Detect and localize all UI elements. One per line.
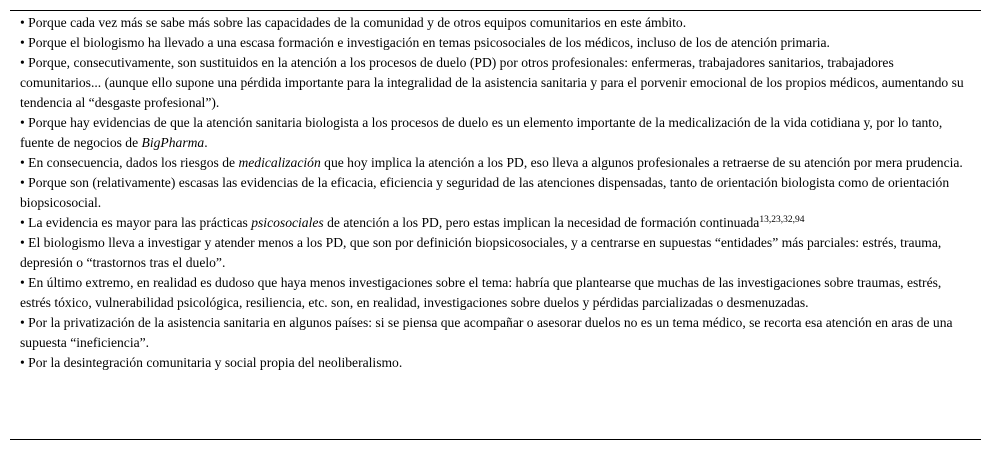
item-text: que hoy implica la atención a los PD, eso lleva a algunos profesionales a retraerse de su atención por mera prudencia.	[320, 155, 963, 170]
list-item: • Por la desintegración comunitaria y social propia del neoliberalismo.	[20, 355, 403, 370]
list-item: • Porque son (relativamente) escasas las evidencias de la eficacia, eficiencia y seguridad de las atenciones dispensadas, tanto de orientación biologista como de orientación biopsicosocial.	[20, 175, 950, 210]
item-text: • Porque hay evidencias de que la atención sanitaria biologista a los procesos de duelo es un elemento importante de la medicalización de la vida cotidiana y, por lo tanto, fuente de negocios de	[20, 115, 943, 150]
item-text: .	[204, 135, 208, 150]
list-item	[20, 153, 971, 173]
list-item: • Porque cada vez más se sabe más sobre las capacidades de la comunidad y de otros equipos comunitarios en este ámbito.	[20, 15, 687, 30]
list-item: • El biologismo lleva a investigar y atender menos a los PD, que son por definición biopsicosociales, y a centrarse en supuestas “entidades” más parciales: estrés, trauma, depresión o “trastornos tras el duelo”.	[20, 235, 942, 270]
list-item	[20, 213, 971, 233]
list-item: • Porque, consecutivamente, son sustituidos en la atención a los procesos de duelo (PD) por otros profesionales: enfermeras, trabajadores sanitarios, trabajadores comunitarios... (aunque ello supone una pérdida importante para la integralidad de la asistencia sanitaria y para el porvenir emocional de los propios médicos, aumentando su tendencia al “desgaste profesional”).	[20, 55, 964, 110]
list-item	[20, 113, 971, 153]
item-text: • La evidencia es mayor para las prácticas	[20, 215, 252, 230]
list-item: • Por la privatización de la asistencia sanitaria en algunos países: si se piensa que acompañar o asesorar duelos no es un tema médico, se recorta esa atención en aras de una supuesta “ineficiencia”.	[20, 315, 953, 350]
reasons-cell	[10, 11, 981, 373]
item-text: • En consecuencia, dados los riesgos de	[20, 155, 239, 170]
citation-refs: 13,23,32,94	[759, 215, 805, 225]
italic-term: BigPharma	[141, 135, 205, 150]
item-text: de atención a los PD, pero estas implican la necesidad de formación continuada	[323, 215, 760, 230]
reasons-table	[10, 10, 981, 440]
italic-term: medicalización	[238, 155, 321, 170]
list-item: • En último extremo, en realidad es dudoso que haya menos investigaciones sobre el tema: habría que plantearse que muchas de las investigaciones sobre traumas, estrés, estrés tóxico, vulnerabilidad psicológica, resiliencia, etc. son, en realidad, investigaciones sobre duelos y pérdidas parcializadas o desmenuzadas.	[20, 275, 942, 310]
italic-term: psicosociales	[251, 215, 324, 230]
list-item: • Porque el biologismo ha llevado a una escasa formación e investigación en temas psicosociales de los médicos, incluso de los de atención primaria.	[20, 35, 830, 50]
